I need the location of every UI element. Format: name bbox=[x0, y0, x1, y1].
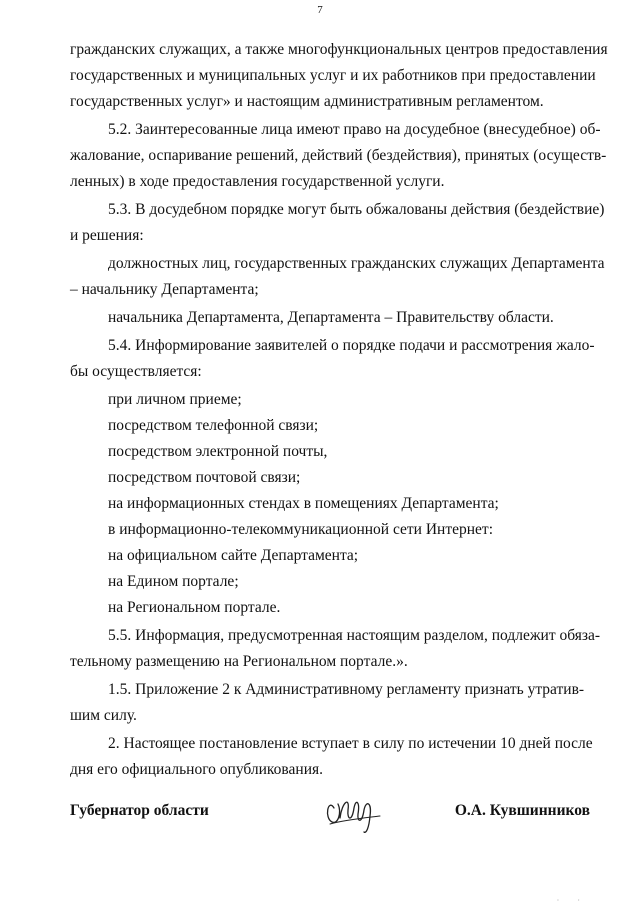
text-line: и решения: bbox=[70, 227, 144, 244]
text-line: государственных услуг» и настоящим административным регламентом. bbox=[70, 93, 544, 110]
list-item: на Едином портале; bbox=[108, 573, 239, 590]
scan-artifact: · · bbox=[556, 896, 588, 905]
text-line: 5.3. В досудебном порядке могут быть обжалованы действия (бездействие) bbox=[108, 201, 605, 218]
text-line: начальника Департамента, Департамента – Правительству области. bbox=[108, 309, 554, 326]
list-item: в информационно-телекоммуникационной сети Интернет: bbox=[108, 521, 494, 538]
list-item: на Региональном портале. bbox=[108, 599, 281, 616]
informing-methods-list bbox=[70, 390, 598, 624]
handwritten-signature bbox=[320, 788, 390, 836]
page-number: 7 bbox=[317, 4, 323, 16]
document-body bbox=[70, 40, 608, 786]
text-line: шим силу. bbox=[70, 707, 137, 724]
paragraph-2 bbox=[70, 734, 598, 786]
paragraph-officials bbox=[70, 254, 605, 306]
list-item: на официальном сайте Департамента; bbox=[108, 547, 359, 564]
text-line: жалование, оспаривание решений, действий (бездействия), принятых (осуществ- bbox=[70, 147, 607, 164]
text-line: 5.4. Информирование заявителей о порядке подачи и рассмотрения жало- bbox=[108, 337, 595, 354]
paragraph-head bbox=[70, 308, 598, 334]
paragraph-continuation bbox=[70, 40, 608, 118]
text-line: 1.5. Приложение 2 к Административному регламенту признать утратив- bbox=[108, 681, 585, 698]
list-item: при личном приеме; bbox=[108, 391, 242, 408]
text-line: тельному размещению на Региональном портале.». bbox=[70, 653, 408, 670]
paragraph-5-2 bbox=[70, 120, 607, 198]
text-line: 5.2. Заинтересованные лица имеют право на досудебное (внесудебное) об- bbox=[108, 121, 601, 138]
signature-block bbox=[70, 788, 590, 838]
text-line: ленных) в ходе предоставления государственной услуги. bbox=[70, 173, 445, 190]
signatory-name: О.А. Кувшинников bbox=[454, 802, 590, 819]
text-line: государственных и муниципальных услуг и их работников при предоставлении bbox=[70, 67, 596, 84]
list-item: посредством телефонной связи; bbox=[108, 417, 319, 434]
list-item: на информационных стендах в помещениях Департамента; bbox=[108, 495, 499, 512]
text-line: – начальнику Департамента; bbox=[70, 281, 259, 298]
paragraph-1-5 bbox=[70, 680, 598, 732]
list-item: посредством почтовой связи; bbox=[108, 469, 301, 486]
text-line: 5.5. Информация, предусмотренная настоящим разделом, подлежит обяза- bbox=[108, 627, 601, 644]
paragraph-5-3 bbox=[70, 200, 605, 252]
text-line: дня его официального опубликования. bbox=[70, 761, 324, 778]
list-item: посредством электронной почты, bbox=[108, 443, 328, 460]
signatory-title: Губернатор области bbox=[70, 802, 209, 819]
text-line: 2. Настоящее постановление вступает в силу по истечении 10 дней после bbox=[108, 735, 593, 752]
text-line: должностных лиц, государственных гражданских служащих Департамента bbox=[108, 255, 605, 272]
paragraph-5-5 bbox=[70, 626, 601, 678]
text-line: гражданских служащих, а также многофункциональных центров предоставления bbox=[70, 41, 608, 58]
paragraph-5-4 bbox=[70, 336, 598, 388]
text-line: бы осуществляется: bbox=[70, 363, 202, 380]
